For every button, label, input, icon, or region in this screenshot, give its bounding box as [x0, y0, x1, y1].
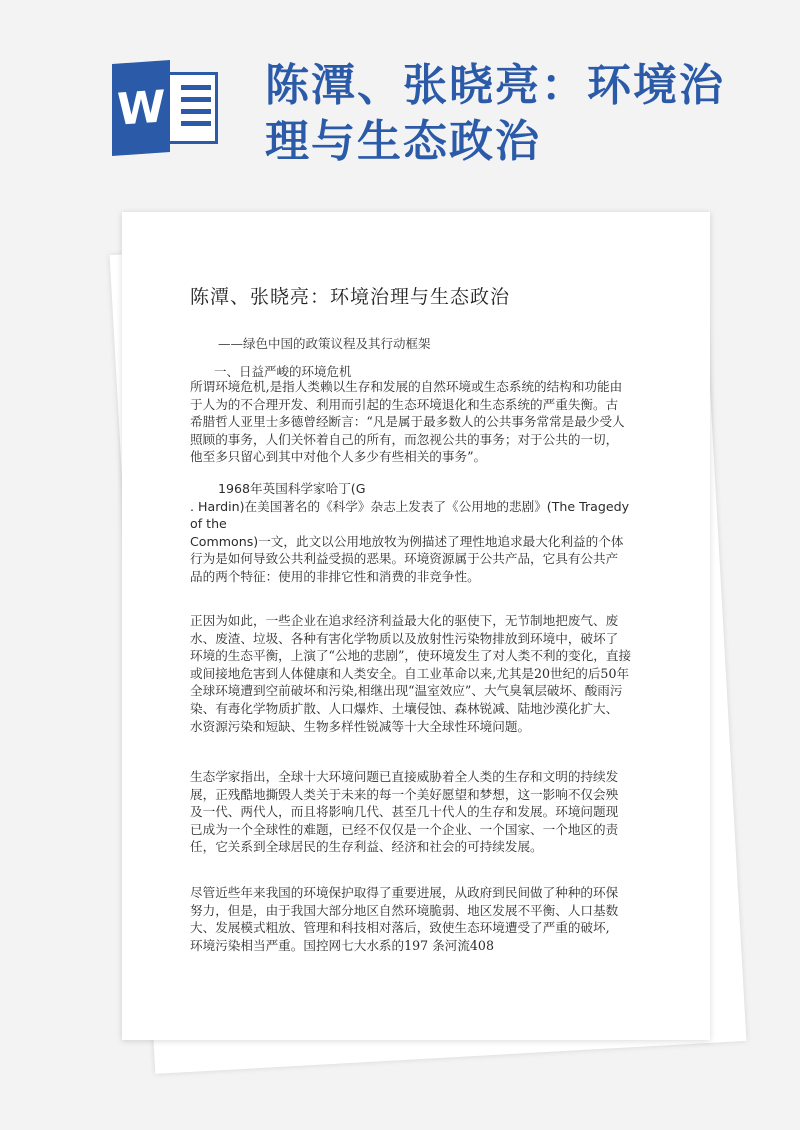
text-line: 尽管近些年来我国的环境保护取得了重要进展，从政府到民间做了种种的环保 [190, 885, 619, 900]
section-heading: 一、日益严峻的环境危机 [214, 364, 352, 379]
text-line: 于人为的不合理开发、利用而引起的生态环境退化和生态系统的严重失衡。古 [190, 396, 619, 412]
text-line: 照顾的事务，人们关怀着自己的所有，而忽视公共的事务；对于公共的一切， [190, 431, 619, 447]
text-line: 染、有毒化学物质扩散、人口爆炸、土壤侵蚀、森林锐减、陆地沙漠化扩大、 [190, 700, 619, 716]
paragraph-3 [190, 612, 640, 735]
text-line: 1968年英国科学家哈丁(G [218, 481, 366, 496]
text-line: 希腊哲人亚里士多德曾经断言：“凡是属于最多数人的公共事务常常是最少受人 [190, 414, 625, 430]
paragraph-2 [190, 480, 640, 586]
text-line: 已成为一个全球性的难题，已经不仅仅是一个企业、一个国家、一个地区的责 [190, 821, 619, 837]
text-line: 环境污染相当严重。国控网七大水系的197 条河流408 [190, 937, 494, 953]
text-line: 行为是如何导致公共利益受损的恶果。环境资源属于公共产品，它具有公共产 [190, 551, 619, 567]
text-line: 正因为如此，一些企业在追求经济利益最大化的驱使下，无节制地把废气、废 [190, 613, 619, 628]
text-line: . Hardin)在美国著名的《科学》杂志上发表了《公用地的悲剧》(The Tragedy [190, 498, 630, 514]
text-line: 全球环境遭到空前破坏和污染,相继出现“温室效应”、大气臭氧层破坏、酸雨污 [190, 683, 623, 699]
text-line: 环境的生态平衡，上演了“公地的悲剧”，使环境发生了对人类不利的变化，直接 [190, 648, 632, 664]
text-line: Commons)一文，此文以公用地放牧为例描述了理性地追求最大化利益的个体 [190, 533, 624, 549]
text-line: 展，正残酷地撕毁人类关于未来的每一个美好愿望和梦想，这一影响不仅会殃 [190, 786, 619, 802]
text-line: 生态学家指出，全球十大环境问题已直接威胁着全人类的生存和文明的持续发 [190, 769, 619, 784]
banner [0, 0, 800, 190]
text-line: 任，它关系到全球居民的生存利益、经济和社会的可持续发展。 [190, 839, 543, 855]
text-line: 他至多只留心到其中对他个人多少有些相关的事务”。 [190, 449, 487, 465]
text-line: 或间接地危害到人体健康和人类安全。自工业革命以来,尤其是20世纪的后50年 [190, 665, 630, 681]
paragraph-1 [190, 378, 640, 466]
document-subtitle: ——绿色中国的政策议程及其行动框架 [218, 336, 431, 351]
banner-title: 陈潭、张晓亮：环境治理与生态政治 [265, 60, 725, 167]
text-line: of the [190, 516, 227, 532]
word-badge-icon: W [112, 60, 170, 156]
text-line: 努力，但是，由于我国大部分地区自然环境脆弱、地区发展不平衡、人口基数 [190, 902, 619, 918]
document-page [122, 212, 710, 1040]
text-line: 品的两个特征：使用的非排它性和消费的非竞争性。 [190, 568, 480, 584]
text-line: 所谓环境危机,是指人类赖以生存和发展的自然环境或生态系统的结构和功能由 [190, 379, 623, 394]
text-line: 水资源污染和短缺、生物多样性锐减等十大全球性环境问题。 [190, 718, 531, 734]
text-line: 大、发展模式粗放、管理和科技相对落后，致使生态环境遭受了严重的破坏, [190, 920, 610, 936]
document-title: 陈潭、张晓亮：环境治理与生态政治 [190, 286, 511, 308]
word-document-icon [112, 62, 218, 154]
paragraph-5 [190, 884, 640, 954]
text-line: 及一代、两代人，而且将影响几代、甚至几十代人的生存和发展。环境问题现 [190, 804, 619, 820]
paragraph-4 [190, 768, 640, 856]
text-line: 水、废渣、垃圾、各种有害化学物质以及放射性污染物排放到环境中，破坏了 [190, 630, 619, 646]
